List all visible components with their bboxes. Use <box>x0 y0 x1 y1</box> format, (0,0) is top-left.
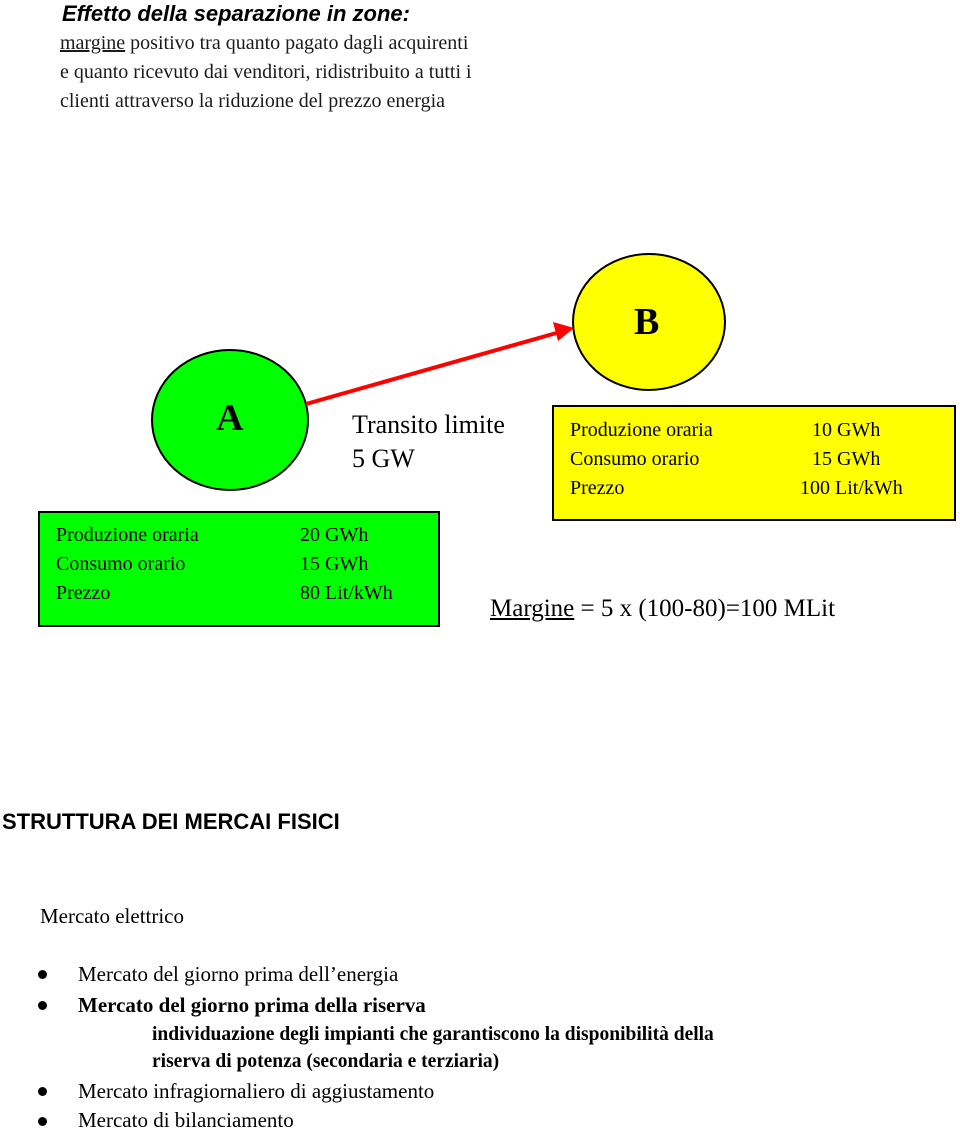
zone-b-consumption-label: Consumo orario <box>570 448 700 470</box>
zone-a-production-value: 20 GWh <box>300 524 369 546</box>
transit-arrow-line <box>306 332 560 404</box>
section-subtitle: Mercato elettrico <box>40 904 185 928</box>
reserve-detail-line-1: individuazione degli impianti che garantiscono la disponibilità della <box>152 1024 714 1045</box>
list-item-day-ahead-energy: Mercato del giorno prima dell’energia <box>78 962 399 986</box>
zone-b-production-value: 10 GWh <box>812 419 881 441</box>
zone-a-price-value: 80 Lit/kWh <box>300 582 393 604</box>
zone-a-price-label: Prezzo <box>56 582 111 604</box>
zone-a-production-label: Produzione oraria <box>56 524 199 546</box>
intro-line-2: e quanto ricevuto dai venditori, ridistribuito a tutti i <box>60 61 472 83</box>
list-item-day-ahead-reserve: Mercato del giorno prima della riserva <box>78 993 426 1017</box>
bullet-icon <box>38 1087 47 1096</box>
zone-b-production-label: Produzione oraria <box>570 419 713 441</box>
page-title: Effetto della separazione in zone: <box>62 1 410 26</box>
zone-a-label: A <box>216 397 244 439</box>
bullet-icon <box>38 970 47 979</box>
bullet-icon <box>38 1117 47 1126</box>
margin-calculation: = 5 x (100-80)=100 MLit <box>574 595 836 622</box>
intro-line-3: clienti attraverso la riduzione del prezzo energia <box>60 90 445 112</box>
zone-b-consumption-value: 15 GWh <box>812 448 881 470</box>
bullet-icon <box>38 1001 47 1010</box>
zone-a-consumption-value: 15 GWh <box>300 553 369 575</box>
intro-underlined-word: margine <box>60 32 126 54</box>
margin-label: Margine <box>490 595 575 622</box>
section-title: STRUTTURA DEI MERCAI FISICI <box>2 809 340 834</box>
zone-b-label: B <box>634 301 660 343</box>
zone-b-data-box <box>552 405 956 521</box>
transit-limit-label <box>352 408 505 476</box>
transit-line-2: 5 GW <box>352 444 415 473</box>
list-item-intraday: Mercato infragiornaliero di aggiustamento <box>78 1079 435 1103</box>
margin-formula <box>490 592 835 626</box>
reserve-detail-line-2: riserva di potenza (secondaria e terziaria) <box>152 1051 500 1072</box>
transit-arrowhead <box>553 322 574 341</box>
intro-line-1-rest: positivo tra quanto pagato dagli acquirenti <box>125 32 469 54</box>
transit-line-1: Transito limite <box>352 410 505 439</box>
zone-a-data-box <box>38 511 440 627</box>
list-item-balancing: Mercato di bilanciamento <box>78 1108 294 1132</box>
zone-b-price-value: 100 Lit/kWh <box>800 477 903 499</box>
zone-a-consumption-label: Consumo orario <box>56 553 186 575</box>
zone-b-price-label: Prezzo <box>570 477 625 499</box>
